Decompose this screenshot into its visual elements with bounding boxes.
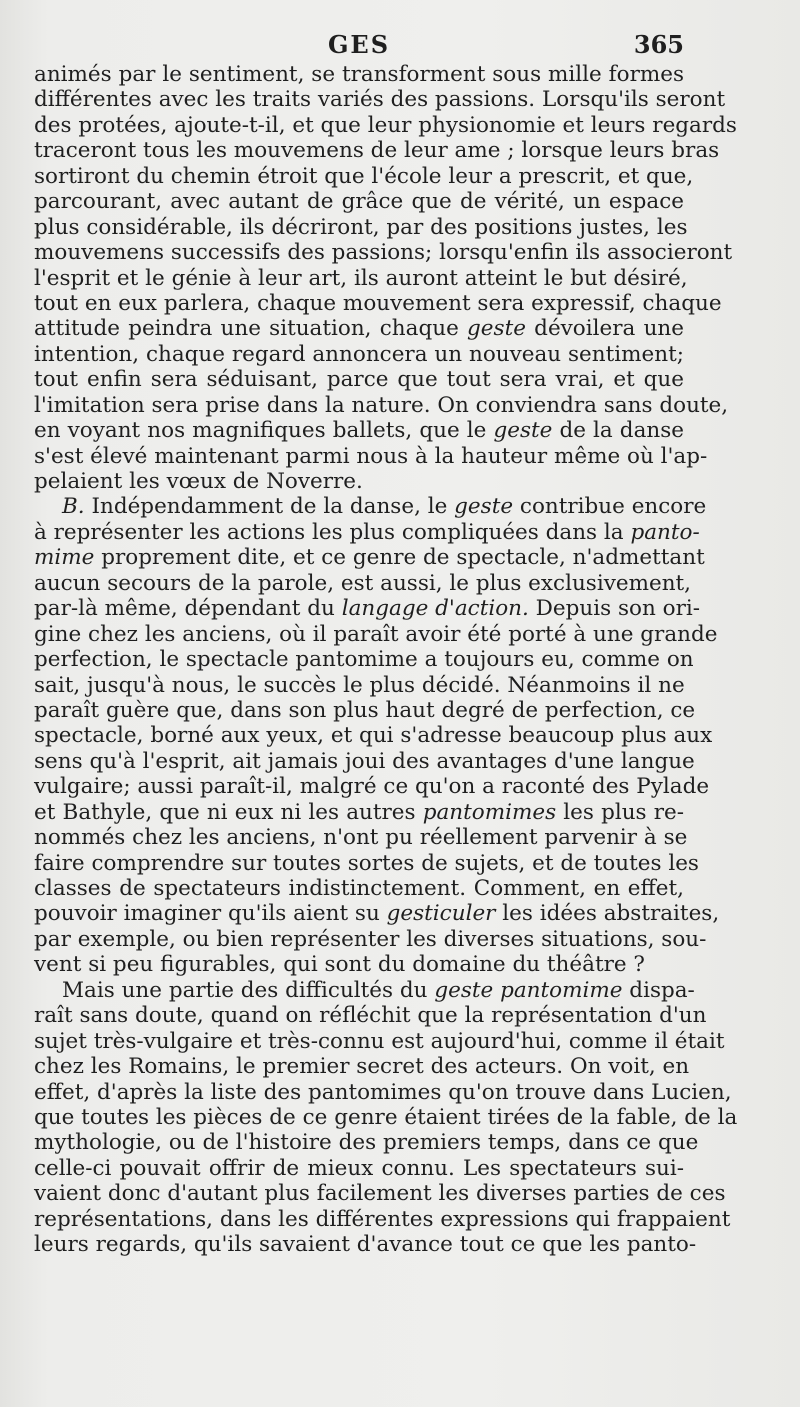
text-segment: gine chez les anciens, où il paraît avoir été porté à une grande: [34, 621, 718, 647]
running-head: [34, 30, 684, 66]
text-line: [34, 825, 688, 851]
text-segment: vent si peu figurables, qui sont du domaine du théâtre ?: [34, 952, 645, 978]
text-segment: attitude peindra une situation, chaque: [34, 316, 468, 342]
text-line: [34, 290, 722, 316]
text-segment: dévoilera une: [525, 316, 684, 342]
text-line: [34, 647, 694, 673]
text-segment: tout enfin sera séduisant, parce que tout sera vrai, et que: [34, 367, 684, 393]
text-segment: à représenter les actions les plus compliquées dans la: [34, 519, 631, 545]
text-segment: paraît guère que, dans son plus haut degré de perfection, ce: [34, 697, 696, 723]
text-segment: les plus re-: [556, 799, 685, 825]
text-line: [34, 748, 695, 774]
text-segment: animés par le sentiment, se transforment sous mille formes: [34, 62, 684, 87]
italic-text: geste pantomime: [434, 977, 623, 1003]
text-segment: intention, chaque regard annoncera un nouveau sentiment;: [34, 341, 684, 367]
text-segment: chez les Romains, le premier secret des acteurs. On voit, en: [34, 1054, 690, 1080]
italic-text: panto-: [630, 519, 700, 545]
italic-text: gesticuler: [386, 901, 496, 927]
text-segment: les idées abstraites,: [495, 901, 720, 927]
text-segment: représentations, dans les différentes expressions qui frappaient: [34, 1206, 731, 1232]
text-segment: celle-ci pouvait offrir de mieux connu. Les spectateurs sui-: [34, 1155, 684, 1181]
text-segment: vaient donc d'autant plus facilement les diverses parties de ces: [34, 1181, 726, 1207]
italic-text: geste: [467, 316, 526, 342]
text-segment: sortiront du chemin étroit que l'école leur a prescrit, et que,: [34, 163, 694, 189]
text-line: [34, 621, 718, 647]
text-line: [34, 469, 684, 494]
text-segment: par exemple, ou bien représenter les diverses situations, sou-: [34, 926, 707, 952]
text-segment: contribue encore: [513, 494, 707, 520]
text-line: [34, 265, 688, 291]
text-line: [34, 1003, 707, 1029]
text-segment: traceront tous les mouvemens de leur ame ; lorsque leurs bras: [34, 138, 720, 164]
text-line: [34, 342, 684, 367]
running-title: GES: [327, 30, 391, 59]
text-line: [34, 570, 692, 596]
text-segment: classes de spectateurs indistinctement. Comment, en effet,: [34, 876, 684, 901]
italic-text: B.: [62, 494, 85, 520]
text-line: [34, 392, 729, 418]
italic-text: langage d'action.: [341, 596, 529, 622]
text-line: [34, 1156, 684, 1181]
text-segment: plus considérable, ils décriront, par des positions justes, les: [34, 214, 688, 240]
italic-text: geste: [493, 418, 553, 444]
text-segment: l'imitation sera prise dans la nature. On conviendra sans doute,: [34, 392, 729, 418]
text-line: [34, 418, 684, 443]
text-segment: dispa-: [622, 977, 695, 1003]
text-line: [34, 214, 688, 240]
text-segment: parcourant, avec autant de grâce que de vérité, un espace: [34, 189, 684, 215]
text-segment: raît sans doute, quand on réfléchit que la représentation d'un: [34, 1003, 707, 1029]
text-segment: par-là même, dépendant du: [34, 596, 342, 622]
text-line: [34, 850, 699, 876]
text-line: [34, 1079, 732, 1105]
italic-text: geste: [454, 494, 514, 520]
text-line: [34, 240, 733, 266]
text-line: [34, 876, 684, 901]
text-segment: en voyant nos magnifiques ballets, que le: [34, 418, 494, 444]
text-line: [34, 1028, 725, 1054]
text-line: [34, 1181, 726, 1207]
text-line: [34, 112, 737, 138]
text-segment: pelaient les vœux de Noverre.: [34, 469, 363, 494]
text-segment: Indépendamment de la danse, le: [84, 494, 455, 520]
text-line: [34, 800, 684, 825]
text-segment: spectacle, borné aux yeux, et qui s'adresse beaucoup plus aux: [34, 723, 713, 749]
text-segment: proprement dite, et ce genre de spectacle, n'admettant: [94, 545, 705, 571]
text-line: [34, 316, 684, 341]
text-segment: pouvoir imaginer qu'ils aient su: [34, 901, 387, 927]
text-line: [34, 1054, 690, 1080]
text-line: [34, 774, 710, 800]
text-line: [34, 901, 720, 927]
text-segment: vulgaire; aussi paraît-il, malgré ce qu'on a raconté des Pylade: [34, 774, 710, 800]
text-segment: tout en eux parlera, chaque mouvement sera expressif, chaque: [34, 290, 722, 316]
text-line: [34, 138, 720, 164]
text-segment: l'esprit et le génie à leur art, ils auront atteint le but désiré,: [34, 265, 688, 291]
text-line: [34, 494, 707, 520]
text-line: [34, 443, 708, 469]
text-segment: faire comprendre sur toutes sortes de sujets, et de toutes les: [34, 850, 699, 876]
text-segment: aucun secours de la parole, est aussi, le plus exclusivement,: [34, 570, 692, 596]
text-line: [34, 519, 700, 545]
text-segment: s'est élevé maintenant parmi nous à la hauteur même où l'ap-: [34, 443, 708, 469]
text-line: [34, 1206, 731, 1232]
text-segment: perfection, le spectacle pantomime a toujours eu, comme on: [34, 647, 694, 673]
text-line: [34, 926, 707, 952]
text-line: [34, 1232, 697, 1258]
text-segment: et Bathyle, que ni eux ni les autres: [34, 799, 423, 825]
text-segment: effet, d'après la liste des pantomimes qu'on trouve dans Lucien,: [34, 1079, 732, 1105]
text-line: [34, 87, 726, 113]
text-segment: sujet très-vulgaire et très-connu est aujourd'hui, comme il était: [34, 1028, 725, 1054]
text-line: [34, 952, 684, 977]
text-segment: différentes avec les traits variés des passions. Lorsqu'ils seront: [34, 87, 726, 113]
text-segment: leurs regards, qu'ils savaient d'avance tout ce que les panto-: [34, 1232, 697, 1258]
page-number: 365: [633, 30, 684, 59]
text-line: [34, 1104, 738, 1130]
text-line: [34, 189, 684, 214]
text-line: [34, 545, 705, 571]
text-line: [34, 367, 684, 392]
text-segment: sens qu'à l'esprit, ait jamais joui des avantages d'une langue: [34, 748, 695, 774]
text-segment: sait, jusqu'à nous, le succès le plus décidé. Néanmoins il ne: [34, 672, 685, 698]
body-text: [34, 62, 738, 1258]
text-line: [34, 697, 696, 723]
text-line: [34, 163, 694, 189]
text-line: [34, 673, 684, 698]
text-segment: mouvemens successifs des passions; lorsqu'enfin ils associeront: [34, 240, 733, 266]
italic-text: mime: [34, 545, 95, 571]
text-segment: nommés chez les anciens, n'ont pu réellement parvenir à se: [34, 825, 688, 851]
text-line: [34, 723, 713, 749]
text-segment: de la danse: [552, 418, 684, 444]
text-line: [34, 1130, 699, 1156]
text-line: [34, 62, 684, 87]
text-line: [34, 977, 695, 1003]
text-segment: que toutes les pièces de ce genre étaient tirées de la fable, de la: [34, 1104, 738, 1130]
text-segment: Mais une partie des difficultés du: [62, 977, 435, 1003]
text-line: [34, 596, 701, 622]
italic-text: pantomimes: [422, 799, 557, 825]
text-segment: des protées, ajoute-t-il, et que leur physionomie et leurs regards: [34, 112, 737, 138]
text-segment: mythologie, ou de l'histoire des premiers temps, dans ce que: [34, 1130, 699, 1156]
text-segment: Depuis son ori-: [528, 596, 701, 622]
